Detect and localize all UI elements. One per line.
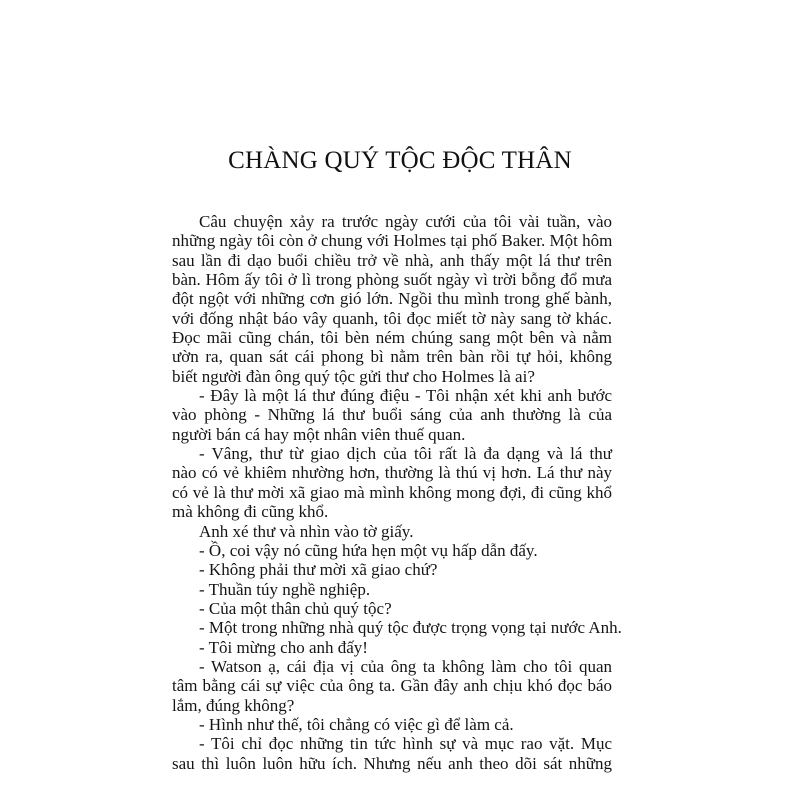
text-line: những ngày tôi còn ở chung với Holmes tại phố Baker. Một hôm bbox=[172, 231, 613, 251]
text-line: với đống nhật báo vây quanh, tôi đọc miết tờ này sang tờ khác. bbox=[172, 308, 612, 328]
chapter-title: CHÀNG QUÝ TỘC ĐỘC THÂN bbox=[228, 147, 572, 174]
text-line: nào có vẻ khiêm nhường hơn, thường là thú vị hơn. Lá thư này bbox=[172, 463, 612, 483]
text-line: sau lần đi dạo buổi chiều trở về nhà, anh thấy một lá thư trên bbox=[172, 250, 612, 270]
text-line: đột ngột với những cơn gió lớn. Ngồi thu mình trong ghế bành, bbox=[172, 289, 612, 309]
text-line: - Vâng, thư từ giao dịch của tôi rất là đa dạng và lá thư bbox=[199, 444, 612, 464]
text-line: mà không đi cũng khổ. bbox=[172, 502, 329, 522]
text-line: Anh xé thư và nhìn vào tờ giấy. bbox=[199, 521, 414, 541]
text-line: - Của một thân chủ quý tộc? bbox=[199, 598, 392, 618]
text-line: - Ồ, coi vậy nó cũng hứa hẹn một vụ hấp dẫn đấy. bbox=[199, 540, 538, 560]
text-line: biết người đàn ông quý tộc gửi thư cho Holmes là ai? bbox=[172, 366, 535, 386]
text-line: có vẻ là thư mời xã giao mà mình không mong đợi, đi cũng khổ bbox=[172, 482, 612, 502]
text-line: - Đây là một lá thư đúng điệu - Tôi nhận xét khi anh bước bbox=[199, 386, 612, 406]
text-line: người bán cá hay một nhân viên thuế quan. bbox=[172, 424, 466, 444]
text-line: Câu chuyện xảy ra trước ngày cưới của tôi vài tuần, vào bbox=[199, 212, 612, 231]
text-line: ườn ra, quan sát cái phong bì nằm trên bàn rồi tự hỏi, không bbox=[172, 347, 612, 367]
text-line: - Tôi chỉ đọc những tin tức hình sự và mục rao vặt. Mục bbox=[199, 734, 612, 754]
text-line: - Tôi mừng cho anh đấy! bbox=[199, 637, 368, 657]
text-line: lắm, đúng không? bbox=[172, 695, 295, 715]
chapter-body bbox=[172, 212, 622, 773]
text-line: - Một trong những nhà quý tộc được trọng vọng tại nước Anh. bbox=[199, 618, 622, 638]
text-line: bàn. Hôm ấy tôi ở lì trong phòng suốt ngày vì trời bỗng đổ mưa bbox=[172, 270, 612, 290]
text-line: vào phòng - Những lá thư buổi sáng của anh thường là của bbox=[172, 405, 612, 425]
text-line: sau thì luôn luôn hữu ích. Nhưng nếu anh theo dõi sát những bbox=[172, 753, 612, 773]
text-line: - Không phải thư mời xã giao chứ? bbox=[199, 560, 438, 580]
text-line: - Hình như thế, tôi chẳng có việc gì để làm cả. bbox=[199, 714, 514, 734]
text-line: - Watson ạ, cái địa vị của ông ta không làm cho tôi quan bbox=[199, 656, 612, 676]
text-line: Đọc mãi cũng chán, tôi bèn ném chúng sang một bên và nằm bbox=[172, 328, 612, 348]
text-line: - Thuần túy nghề nghiệp. bbox=[199, 579, 371, 599]
text-line: tâm bằng cái sự việc của ông ta. Gần đây anh chịu khó đọc báo bbox=[172, 676, 612, 696]
